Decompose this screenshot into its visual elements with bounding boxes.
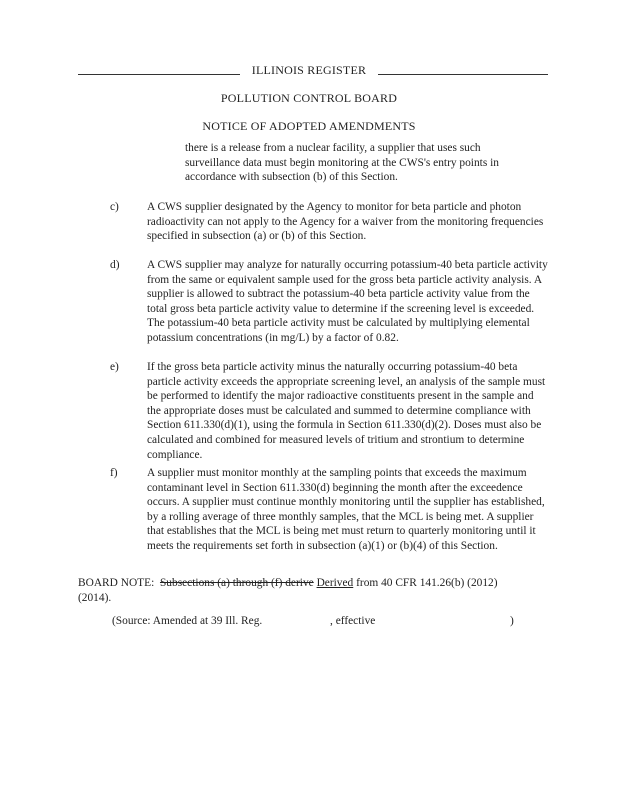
- section-label: e): [110, 361, 119, 373]
- board-note-deleted: Subsections (a) through (f) derive: [159, 577, 314, 589]
- notice-title: NOTICE OF ADOPTED AMENDMENTS: [202, 119, 416, 133]
- section-text: A CWS supplier may analyze for naturally occurring potassium-40 beta particle activity from the same or equivalent sample used for the gross beta particle activity analysis. A supplier is allowed to subtract the potassium-40 beta particle activity value from the total gross beta particle activity value to determine if the screening level is exceeded. The potassium-40 beta particle activity must be calculated by multiplying elemental potassium concentrations (in mg/L) by a factor of 0.82.: [147, 259, 548, 344]
- source-close: ): [510, 615, 514, 627]
- board-note-prefix: BOARD NOTE:: [78, 577, 155, 589]
- board-title: POLLUTION CONTROL BOARD: [220, 91, 398, 105]
- section-text: If the gross beta particle activity minus the naturally occurring potassium-40 beta particle activity exceeds the appropriate screening level, an analysis of the sample must be performed to identify the major radioactive constituents present in the sample and the appropriate doses must be calculated and summed to determine compliance with Section 611.330(d)(1), using the formula in Section 611.330(d)(2). Doses must also be calculated and combined for measured levels of tritium and strontium to determine compliance.: [147, 361, 546, 461]
- section-label: c): [110, 201, 119, 213]
- section-text: A supplier must monitor monthly at the sampling points that exceeds the maximum contaminant level in Section 611.330(d) beginning the month after the exceedence occurs. A supplier must continue monthly monitoring until the supplier has established, by a rolling average of three monthly samples, that the MCL is being met. A supplier that establishes that the MCL is being met must return to quarterly monitoring until it meets the requirements set forth in subsection (a)(1) or (b)(4) of this Section.: [147, 467, 545, 552]
- board-note-year: (2014).: [78, 591, 112, 604]
- section-text: A CWS supplier designated by the Agency to monitor for beta particle and photon radioactivity can not apply to the Agency for a waiver from the monitoring frequencies specified in subsection (a) or (b) of this Section.: [147, 201, 544, 243]
- source-effective: , effective: [330, 615, 376, 627]
- board-note: [78, 576, 548, 605]
- board-note-citation: from 40 CFR 141.26(b) (2012): [356, 577, 498, 589]
- section-label: d): [110, 259, 120, 271]
- section-label: f): [110, 467, 118, 479]
- board-note-inserted: Derived: [316, 577, 354, 589]
- source-amended: (Source: Amended at 39 Ill. Reg.: [112, 615, 263, 627]
- continuation-paragraph: there is a release from a nuclear facility, a supplier that uses such surveillance data must begin monitoring at the CWS's entry points in accordance with subsection (b) of this Section.: [185, 142, 499, 184]
- register-title: ILLINOIS REGISTER: [251, 63, 367, 77]
